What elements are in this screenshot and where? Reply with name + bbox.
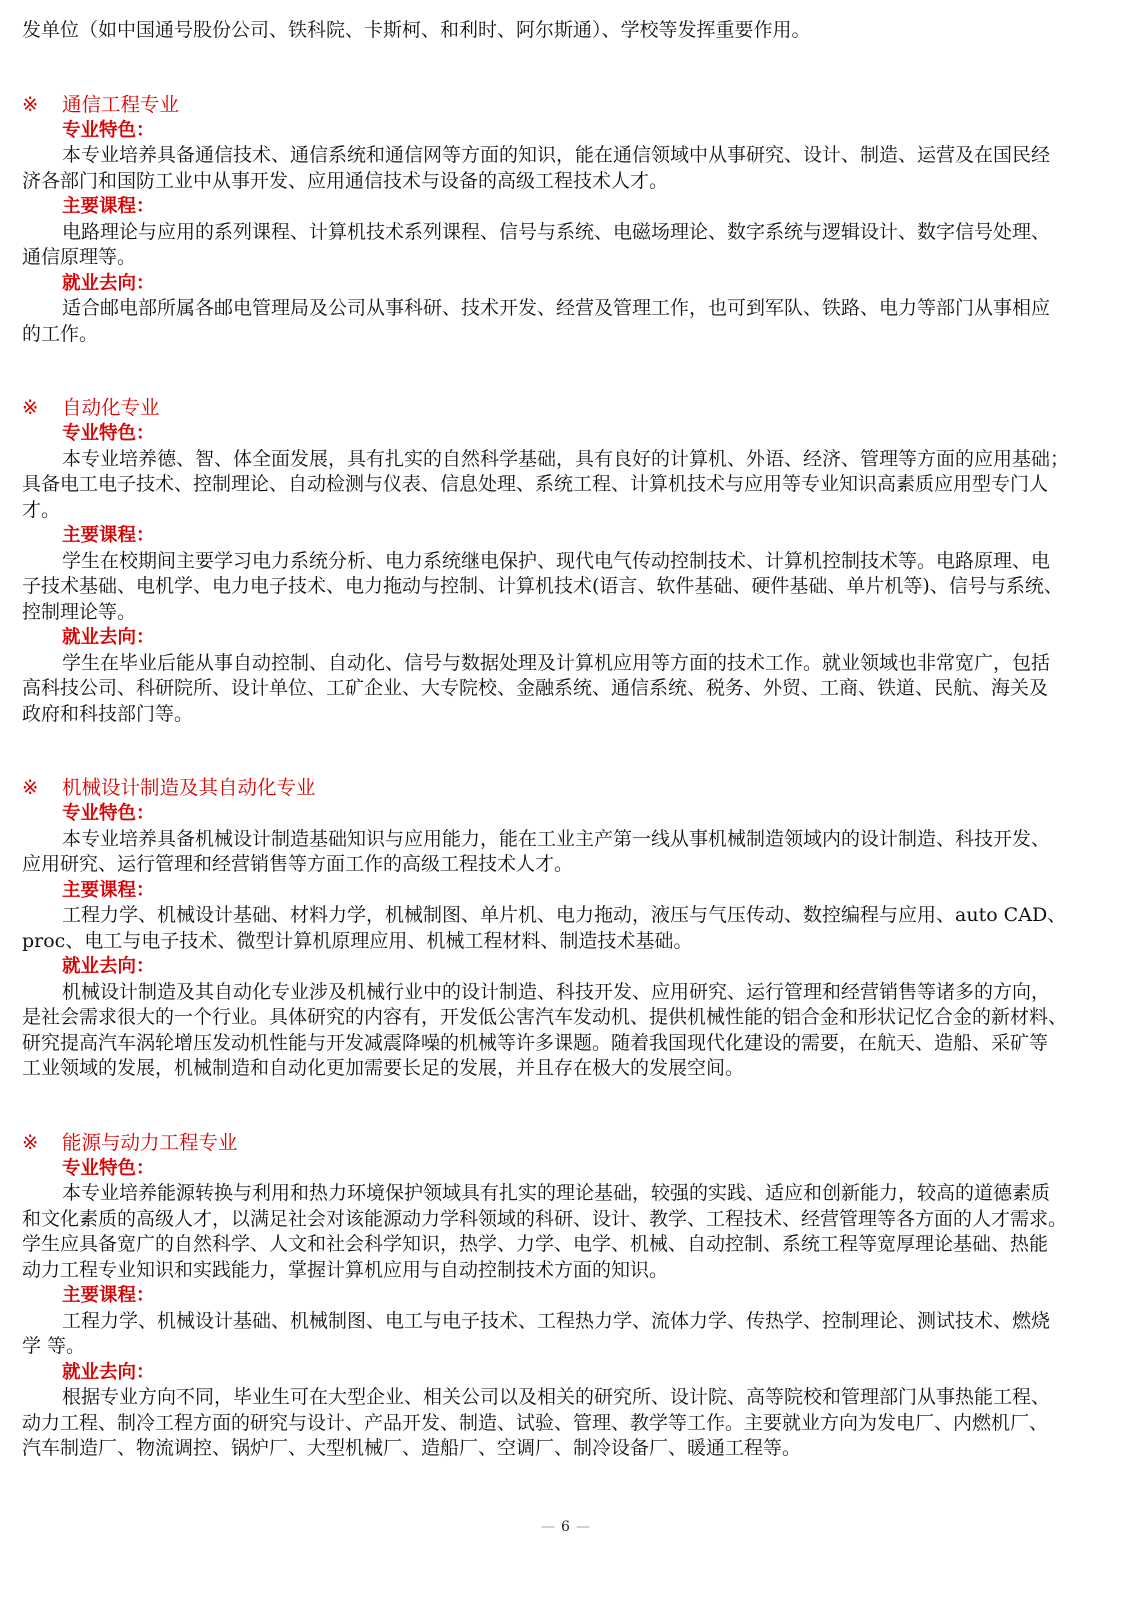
- section-mark-icon: ※: [22, 776, 39, 799]
- features-heading: 专业特色：: [62, 1157, 155, 1179]
- major-section: [22, 395, 1096, 727]
- document-page: [22, 18, 1096, 1462]
- career-line: 政府和科技部门等。: [22, 702, 194, 725]
- intro-line: 发单位（如中国通号股份公司、铁科院、卡斯柯、和利时、阿尔斯通）、学校等发挥重要作用。: [22, 19, 811, 41]
- features-line: 本专业培养能源转换与利用和热力环境保护领域具有扎实的理论基础，较强的实践、适应和创新能力，较高的道德素质: [62, 1182, 1051, 1204]
- features-line: 和文化素质的高级人才，以满足社会对该能源动力学科领域的科研、设计、教学、工程技术、经营管理等各方面的人才需求。: [22, 1207, 1068, 1230]
- career-line: 机械设计制造及其自动化专业涉及机械行业中的设计制造、科技开发、应用研究、运行管理和经营销售等诸多的方向，: [62, 980, 1051, 1003]
- features-line: 具备电工电子技术、控制理论、自动检测与仪表、信息处理、系统工程、计算机技术与应用等专业知识高素质应用型专门人: [22, 473, 1049, 495]
- section-mark-icon: ※: [22, 396, 39, 419]
- features-line: 应用研究、运行管理和经营销售等方面工作的高级工程技术人才。: [22, 853, 574, 875]
- courses-line: 学 等。: [22, 1335, 86, 1357]
- career-heading: 就业去向：: [62, 272, 155, 294]
- career-line: 的工作。: [22, 322, 99, 345]
- courses-line: 通信原理等。: [22, 246, 137, 268]
- courses-line: 学生在校期间主要学习电力系统分析、电力系统继电保护、现代电气传动控制技术、计算机控制技术等。电路原理、电: [62, 549, 1051, 572]
- courses-heading: 主要课程：: [62, 1285, 155, 1306]
- courses-line: proc、电工与电子技术、微型计算机原理应用、机械工程材料、制造技术基础。: [22, 929, 693, 952]
- courses-line: 控制理论等。: [22, 600, 137, 623]
- courses-line: 子技术基础、电机学、电力电子技术、电力拖动与控制、计算机技术(语言、软件基础、硬件基础、单片机等)、信号与系统、: [22, 575, 1063, 597]
- courses-line: 电路理论与应用的系列课程、计算机技术系列课程、信号与系统、电磁场理论、数字系统与逻辑设计、数字信号处理、: [62, 220, 1051, 243]
- career-line: 学生在毕业后能从事自动控制、自动化、信号与数据处理及计算机应用等方面的技术工作。就业领域也非常宽广，包括: [62, 651, 1051, 674]
- courses-line: 工程力学、机械设计基础、材料力学，机械制图、单片机、电力拖动，液压与气压传动、数控编程与应用、auto CAD、: [62, 904, 1067, 926]
- features-line: 本专业培养德、智、体全面发展，具有扎实的自然科学基础，具有良好的计算机、外语、经济、管理等方面的应用基础；: [62, 447, 1070, 470]
- major-section: [22, 1130, 1096, 1462]
- page-number: [0, 1519, 1131, 1535]
- features-line: 本专业培养具备通信技术、通信系统和通信网等方面的知识，能在通信领域中从事研究、设计、制造、运营及在国民经: [62, 144, 1051, 166]
- major-title: [22, 1130, 1096, 1156]
- career-heading: 就业去向：: [62, 1361, 155, 1383]
- career-heading: 就业去向：: [62, 956, 155, 977]
- courses-line: 工程力学、机械设计基础、机械制图、电工与电子技术、工程热力学、流体力学、传热学、控制理论、测试技术、燃烧: [62, 1309, 1051, 1332]
- career-line: 适合邮电部所属各邮电管理局及公司从事科研、技术开发、经营及管理工作，也可到军队、铁路、电力等部门从事相应: [62, 297, 1051, 319]
- major-section: [22, 775, 1096, 1082]
- sections-container: [22, 92, 1096, 1462]
- major-title: [22, 92, 1096, 118]
- features-heading: 专业特色：: [62, 423, 155, 444]
- career-line: 工业领域的发展，机械制造和自动化更加需要长足的发展，并且存在极大的发展空间。: [22, 1057, 745, 1079]
- major-section: [22, 92, 1096, 348]
- features-line: 本专业培养具备机械设计制造基础知识与应用能力，能在工业主产第一线从事机械制造领域内的设计制造、科技开发、: [62, 827, 1051, 850]
- career-line: 根据专业方向不同，毕业生可在大型企业、相关公司以及相关的研究所、设计院、高等院校和管理部门从事热能工程、: [62, 1386, 1051, 1408]
- major-title-text: 通信工程专业: [62, 92, 180, 116]
- career-heading: 就业去向：: [62, 627, 155, 648]
- features-line: 济各部门和国防工业中从事开发、应用通信技术与设备的高级工程技术人才。: [22, 169, 669, 192]
- major-title-text: 自动化专业: [62, 396, 160, 419]
- courses-heading: 主要课程：: [62, 525, 155, 546]
- page-number-dash-right: —: [575, 1519, 590, 1535]
- courses-heading: 主要课程：: [62, 879, 155, 901]
- career-line: 高科技公司、科研院所、设计单位、工矿企业、大专院校、金融系统、通信系统、税务、外贸、工商、铁道、民航、海关及: [22, 677, 1049, 699]
- career-line: 是社会需求很大的一个行业。具体研究的内容有，开发低公害汽车发动机、提供机械性能的铝合金和形状记忆合金的新材料、: [22, 1006, 1068, 1028]
- major-title: [22, 395, 1096, 421]
- page-number-dash-left: —: [541, 1519, 556, 1535]
- features-heading: 专业特色：: [62, 803, 155, 824]
- courses-heading: 主要课程：: [62, 196, 155, 217]
- page-number-value: 6: [561, 1519, 570, 1535]
- features-heading: 专业特色：: [62, 119, 155, 141]
- features-line: 才。: [22, 498, 61, 521]
- major-title-text: 能源与动力工程专业: [62, 1130, 238, 1154]
- career-line: 动力工程、制冷工程方面的研究与设计、产品开发、制造、试验、管理、教学等工作。主要就业方向为发电厂、内燃机厂、: [22, 1411, 1049, 1434]
- major-title-text: 机械设计制造及其自动化专业: [62, 776, 316, 799]
- section-mark-icon: ※: [22, 1130, 39, 1154]
- career-line: 汽车制造厂、物流调控、锅炉厂、大型机械厂、造船厂、空调厂、制冷设备厂、暖通工程等。: [22, 1437, 802, 1459]
- features-line: 动力工程专业知识和实践能力，掌握计算机应用与自动控制技术方面的知识。: [22, 1258, 669, 1281]
- features-line: 学生应具备宽广的自然科学、人文和社会科学知识，热学、力学、电学、机械、自动控制、系统工程等宽厚理论基础、热能: [22, 1233, 1049, 1255]
- section-mark-icon: ※: [22, 92, 39, 116]
- major-title: [22, 775, 1096, 801]
- career-line: 研究提高汽车涡轮增压发动机性能与开发减震降噪的机械等许多课题。随着我国现代化建设的需要，在航天、造船、采矿等: [22, 1031, 1049, 1054]
